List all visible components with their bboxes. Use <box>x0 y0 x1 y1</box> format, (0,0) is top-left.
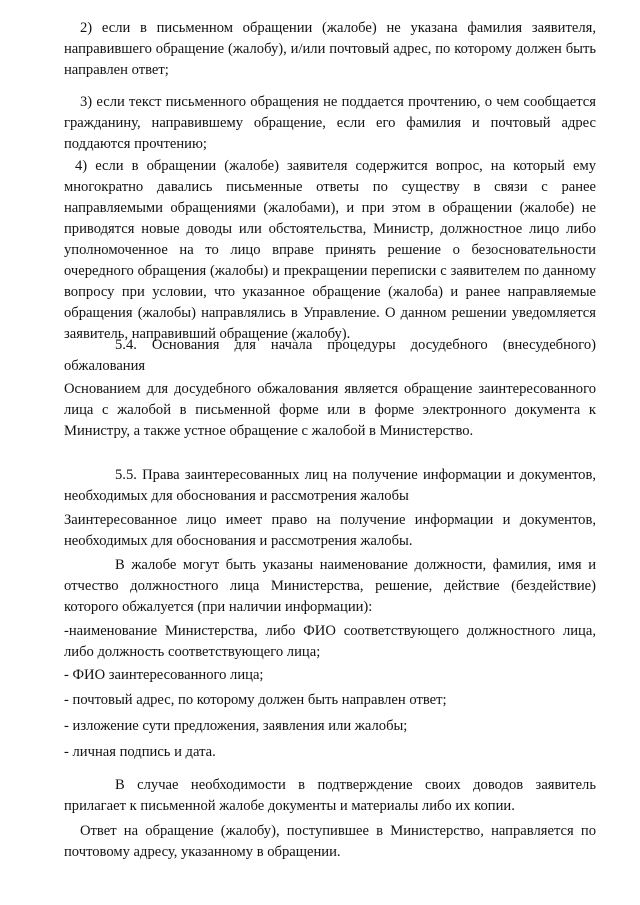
list-item-ministry-name: -наименование Министерства, либо ФИО соответствующего должностного лица, либо должность соответствующего лица; <box>64 623 596 660</box>
paragraph-basis: Основанием для досудебного обжалования является обращение заинтересованного лица с жалобой в письменной форме или в форме электронного документа к Министру, а также устное обращение с жалобой в Министерство. <box>64 381 596 439</box>
paragraph-complaint-contents: В жалобе могут быть указаны наименование должности, фамилия, имя и отчество должностного лица Министерства, решение, действие (бездействие) которого обжалуется (при наличии информации): <box>64 557 596 615</box>
list-item-essence: - изложение сути предложения, заявления или жалобы; <box>64 718 408 734</box>
paragraph-attachments: В случае необходимости в подтверждение своих доводов заявитель прилагает к письменной жалобе документы и материалы либо их копии. <box>64 777 596 814</box>
paragraph-item-4: 4) если в обращении (жалобе) заявителя содержится вопрос, на который ему многократно давались письменные ответы по существу в связи с ранее направляемыми обращениями (жалобами), и при этом в обращении (жалобе) не приводятся новые доводы или обстоятельства, Министр, должностное лицо либо уполномоченное на то лицо вправе принять решение о безосновательности очередного обращения (жалобы) и прекращении переписки с заявителем по данному вопросу при условии, что указанное обращение (жалоба) и ранее направляемые обращения (жалобы) направлялись в Управление. О данном решении уведомляется заявитель, направивший обращение (жалобу). <box>64 158 596 342</box>
list-item-applicant-name: - ФИО заинтересованного лица; <box>64 667 264 683</box>
section-heading-5-5: 5.5. Права заинтересованных лиц на получение информации и документов, необходимых для обоснования и рассмотрения жалобы <box>64 467 596 504</box>
paragraph-response: Ответ на обращение (жалобу), поступившее в Министерство, направляется по почтовому адресу, указанному в обращении. <box>64 823 596 860</box>
list-item-signature: - личная подпись и дата. <box>64 744 216 760</box>
paragraph-rights: Заинтересованное лицо имеет право на получение информации и документов, необходимых для обоснования и рассмотрения жалобы. <box>64 512 596 549</box>
list-item-postal-address: - почтовый адрес, по которому должен быть направлен ответ; <box>64 692 447 708</box>
paragraph-item-2: 2) если в письменном обращении (жалобе) не указана фамилия заявителя, направившего обращение (жалобу), и/или почтовый адрес, по которому должен быть направлен ответ; <box>64 20 596 78</box>
section-heading-5-4: 5.4. Основания для начала процедуры досудебного (внесудебного) обжалования <box>64 337 596 374</box>
paragraph-item-3: 3) если текст письменного обращения не поддается прочтению, о чем сообщается гражданину, направившему обращение, если его фамилия и почтовый адрес поддаются прочтению; <box>64 94 596 152</box>
